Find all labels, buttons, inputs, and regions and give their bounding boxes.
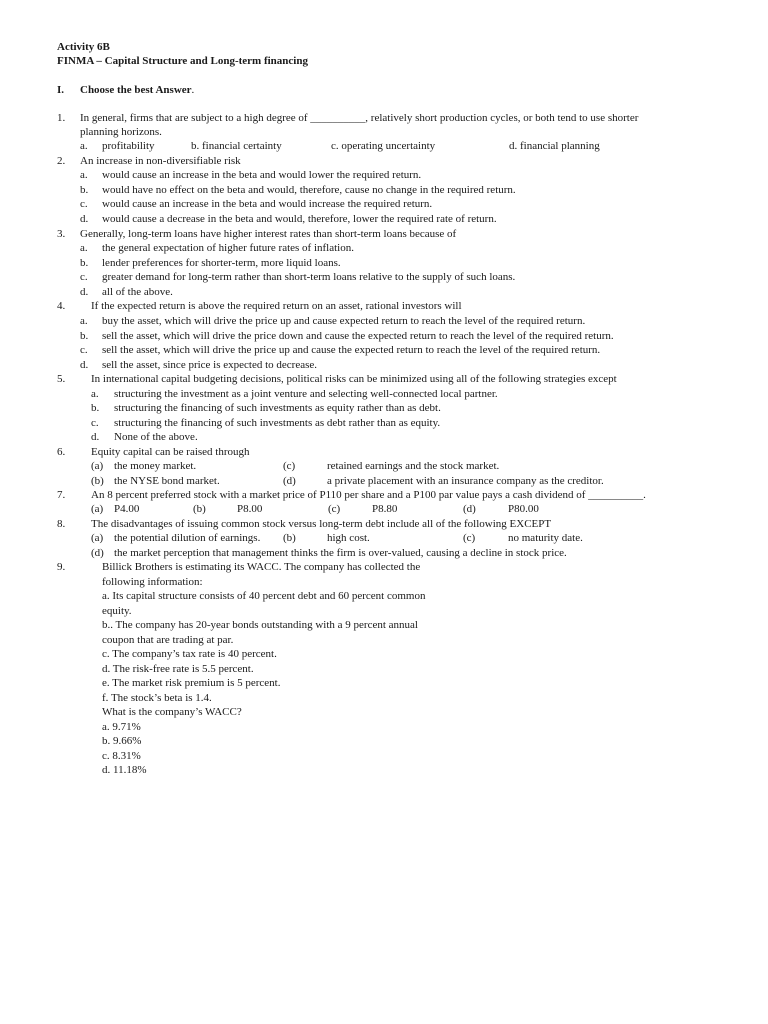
q3-number: 3. bbox=[57, 228, 66, 240]
q7-option-c: P8.80 bbox=[372, 503, 398, 515]
q9-line: following information: bbox=[102, 576, 203, 588]
q2-option-d: would cause a decrease in the beta and would, therefore, lower the required rate of return. bbox=[102, 213, 497, 225]
q7-text: An 8 percent preferred stock with a market price of P110 per share and a P100 par value pays a cash dividend of __________. bbox=[91, 489, 646, 501]
q1-option-b: b. financial certainty bbox=[191, 140, 282, 152]
section-heading bbox=[80, 83, 194, 97]
q6-option-a: the money market. bbox=[114, 460, 197, 472]
q9-line: Billick Brothers is estimating its WACC. The company has collected the bbox=[102, 561, 421, 573]
q6-text: Equity capital can be raised through bbox=[91, 446, 250, 458]
q4-option-c: sell the asset, which will drive the price up and cause the expected return to reach the level of the required return. bbox=[102, 344, 601, 356]
q6-option-c: retained earnings and the stock market. bbox=[327, 460, 500, 472]
q1-option-a-label: a. bbox=[80, 140, 88, 152]
q3-option-b-label: b. bbox=[80, 257, 89, 269]
q7-option-a-label: (a) bbox=[91, 503, 104, 515]
q7-option-b: P8.00 bbox=[237, 503, 263, 515]
q5-option-c-label: c. bbox=[91, 417, 99, 429]
q4-option-b-label: b. bbox=[80, 330, 89, 342]
q9-line: a. Its capital structure consists of 40 percent debt and 60 percent common bbox=[102, 590, 426, 602]
q7-option-d-label: (d) bbox=[463, 503, 476, 515]
q9-line: d. The risk-free rate is 5.5 percent. bbox=[102, 663, 254, 675]
activity-title: Activity 6B bbox=[57, 41, 110, 53]
q1-text: In general, firms that are subject to a high degree of __________, relatively short production cycles, or both tend to use shorter bbox=[80, 112, 639, 124]
section-title-period: . bbox=[191, 84, 195, 96]
q5-option-d: None of the above. bbox=[114, 431, 198, 443]
q8-option-b-label: (b) bbox=[283, 532, 296, 544]
q3-option-a: the general expectation of higher future rates of inflation. bbox=[102, 242, 354, 254]
q7-option-d: P80.00 bbox=[508, 503, 539, 515]
q2-number: 2. bbox=[57, 155, 66, 167]
q1-option-c: c. operating uncertainty bbox=[331, 140, 436, 152]
q9-line: coupon that are trading at par. bbox=[102, 634, 234, 646]
q2-option-a-label: a. bbox=[80, 169, 88, 181]
q2-option-b: would have no effect on the beta and would, therefore, cause no change in the required return. bbox=[102, 184, 516, 196]
section-title: Choose the best Answer bbox=[80, 84, 192, 96]
q6-option-b: the NYSE bond market. bbox=[114, 475, 220, 487]
course-title: FINMA – Capital Structure and Long-term financing bbox=[57, 55, 308, 67]
q8-option-b: high cost. bbox=[327, 532, 370, 544]
q3-option-c-label: c. bbox=[80, 271, 88, 283]
q5-text: In international capital budgeting decisions, political risks can be minimized using all of the following strategies except bbox=[91, 373, 617, 385]
q3-option-d-label: d. bbox=[80, 286, 89, 298]
q4-option-a: buy the asset, which will drive the price up and cause expected return to reach the level of the required return. bbox=[102, 315, 586, 327]
q2-option-b-label: b. bbox=[80, 184, 89, 196]
q3-option-b: lender preferences for shorter-term, more liquid loans. bbox=[102, 257, 341, 269]
q4-text: If the expected return is above the required return on an asset, rational investors will bbox=[91, 300, 462, 312]
q1-option-d: d. financial planning bbox=[509, 140, 600, 152]
q3-option-a-label: a. bbox=[80, 242, 88, 254]
q8-number: 8. bbox=[57, 518, 66, 530]
q4-number: 4. bbox=[57, 300, 66, 312]
q9-option-a: a. 9.71% bbox=[102, 721, 141, 733]
q9-question: What is the company’s WACC? bbox=[102, 706, 242, 718]
q6-option-b-label: (b) bbox=[91, 475, 104, 487]
q5-option-c: structuring the financing of such investments as debt rather than as equity. bbox=[114, 417, 441, 429]
q4-option-c-label: c. bbox=[80, 344, 88, 356]
q2-option-a: would cause an increase in the beta and would lower the required return. bbox=[102, 169, 422, 181]
q8-option-d: the market perception that management thinks the firm is over-valued, causing a decline in stock price. bbox=[114, 547, 567, 559]
q6-option-d-label: (d) bbox=[283, 475, 296, 487]
q1-number: 1. bbox=[57, 112, 66, 124]
q8-option-d-label: (d) bbox=[91, 547, 104, 559]
q7-number: 7. bbox=[57, 489, 66, 501]
q6-option-d: a private placement with an insurance company as the creditor. bbox=[327, 475, 604, 487]
q9-line: equity. bbox=[102, 605, 132, 617]
q2-option-c: would cause an increase in the beta and would increase the required return. bbox=[102, 198, 433, 210]
q9-line: f. The stock’s beta is 1.4. bbox=[102, 692, 212, 704]
q8-option-a-label: (a) bbox=[91, 532, 104, 544]
q6-number: 6. bbox=[57, 446, 66, 458]
q9-line: e. The market risk premium is 5 percent. bbox=[102, 677, 281, 689]
q5-option-a: structuring the investment as a joint venture and selecting well-connected local partner. bbox=[114, 388, 498, 400]
q1-text-cont: planning horizons. bbox=[80, 126, 162, 138]
q3-text: Generally, long-term loans have higher interest rates than short-term loans because of bbox=[80, 228, 457, 240]
q2-option-d-label: d. bbox=[80, 213, 89, 225]
q9-option-c: c. 8.31% bbox=[102, 750, 141, 762]
q5-number: 5. bbox=[57, 373, 66, 385]
q4-option-d: sell the asset, since price is expected to decrease. bbox=[102, 359, 318, 371]
q9-line: b.. The company has 20-year bonds outstanding with a 9 percent annual bbox=[102, 619, 418, 631]
q2-text: An increase in non-diversifiable risk bbox=[80, 155, 241, 167]
q5-option-b-label: b. bbox=[91, 402, 100, 414]
q7-option-c-label: (c) bbox=[328, 503, 341, 515]
q4-option-a-label: a. bbox=[80, 315, 88, 327]
q8-option-c: no maturity date. bbox=[508, 532, 583, 544]
q5-option-b: structuring the financing of such investments as equity rather than as debt. bbox=[114, 402, 441, 414]
q5-option-a-label: a. bbox=[91, 388, 99, 400]
q6-option-a-label: (a) bbox=[91, 460, 104, 472]
q3-option-d: all of the above. bbox=[102, 286, 173, 298]
q4-option-d-label: d. bbox=[80, 359, 89, 371]
q8-option-c-label: (c) bbox=[463, 532, 476, 544]
q9-line: c. The company’s tax rate is 40 percent. bbox=[102, 648, 277, 660]
q5-option-d-label: d. bbox=[91, 431, 100, 443]
q7-option-a: P4.00 bbox=[114, 503, 140, 515]
q6-option-c-label: (c) bbox=[283, 460, 296, 472]
q1-option-a: profitability bbox=[102, 140, 155, 152]
q3-option-c: greater demand for long-term rather than short-term loans relative to the supply of such loans. bbox=[102, 271, 516, 283]
q2-option-c-label: c. bbox=[80, 198, 88, 210]
q8-option-a: the potential dilution of earnings. bbox=[114, 532, 261, 544]
q9-option-d: d. 11.18% bbox=[102, 764, 147, 776]
section-number: I. bbox=[57, 84, 65, 96]
q4-option-b: sell the asset, which will drive the price down and cause the expected return to reach the level of the required return. bbox=[102, 330, 614, 342]
q7-option-b-label: (b) bbox=[193, 503, 206, 515]
q8-text: The disadvantages of issuing common stock versus long-term debt include all of the following EXCEPT bbox=[91, 518, 552, 530]
q9-option-b: b. 9.66% bbox=[102, 735, 142, 747]
q9-number: 9. bbox=[57, 561, 66, 573]
